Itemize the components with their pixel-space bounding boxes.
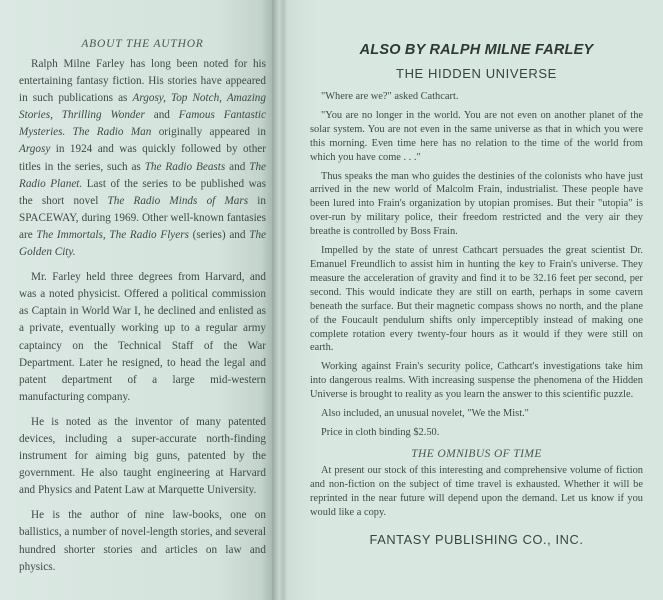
text-run: in 1924 and was quickly followed by other titles in the series, such as	[19, 143, 266, 173]
italic-title: The Immortals, The Radio Flyers	[36, 228, 189, 241]
author-paragraph	[19, 414, 266, 499]
author-paragraph	[19, 507, 266, 575]
also-by-heading: ALSO BY RALPH MILNE FARLEY	[359, 42, 594, 58]
italic-title: The Golden City.	[19, 228, 266, 259]
right-page	[288, 0, 663, 600]
text-run: Last of the series to be published was the short novel	[19, 177, 266, 207]
text-run: He is noted as the inventor of many patented devices, including a super-accurate north-finding instrument for aiming big guns, patented by the government. He also taught engineering at Harvard and Physics and Patent Law at Marquette University.	[19, 415, 266, 497]
paragraph: Thus speaks the man who guides the destinies of the colonists who have just arrived in the new world of Malcolm Frain, industrialist. These people have been lured into Frain's organization by utopian promises. But their "utopia" is over-run by military police, their freedom restricted and the very air they breathe is controlled by Boss Frain.	[310, 170, 643, 238]
text-run: (series) and	[188, 228, 250, 241]
italic-title: Famous Fantastic Mysteries. The Radio Man	[19, 109, 266, 139]
italic-title: The Radio Beasts	[144, 160, 226, 173]
author-paragraph	[19, 56, 266, 261]
text-run: and	[144, 109, 179, 122]
left-page	[0, 0, 272, 600]
text-run: Ralph Milne Farley has long been noted for his entertaining fantasy fiction. His stories have appeared in such publications as	[19, 58, 266, 105]
text-run: He is the author of nine law-books, one on ballistics, a number of novel-length stories, and several hundred shorter stories and articles on law and physics.	[19, 509, 266, 573]
book-title: THE HIDDEN UNIVERSE	[396, 66, 557, 81]
italic-title: The Radio Minds of Mars	[107, 194, 249, 207]
omnibus-paragraph: At present our stock of this interesting and comprehensive volume of fiction and non-fiction on the subject of time travel is exhausted. Whether it will be reprinted in the near future will depend upon the demand. Let us know if you would like a copy.	[310, 464, 643, 518]
paragraph: "Where are we?" asked Cathcart.	[321, 91, 459, 102]
text-run: in SPACEWAY, during 1969. Other well-known fantasies are	[19, 194, 266, 241]
text-run: originally appeared in	[151, 126, 266, 139]
price-line: Price in cloth binding $2.50.	[321, 426, 440, 438]
about-author-body	[19, 56, 266, 576]
book-gutter	[272, 0, 288, 600]
paragraph: "You are no longer in the world. You are not even on another planet of the solar system. You are not even in the same universe as that in which you were this morning. Even time here has no relation to the time of the world from which you have come . . ."	[310, 109, 643, 163]
italic-title: Argosy, Top Notch, Amazing Stories, Thrilling Wonder	[19, 92, 266, 122]
text-run: Mr. Farley held three degrees from Harvard, and was a noted physicist. Offered a political commission as Captain in World War I, he declined and enlisted as a private, eventually working up to a regular army captaincy on the Technical Staff of the War Department. Later he resigned, to head the legal and patent department of a large mid-western manufacturing company.	[19, 271, 266, 403]
author-paragraph	[19, 269, 266, 406]
paragraph: Also included, an unusual novelet, "We the Mist."	[321, 408, 529, 420]
publisher-name: FANTASY PUBLISHING CO., INC.	[369, 532, 584, 548]
italic-title: Argosy	[19, 143, 51, 156]
about-author-title: ABOUT THE AUTHOR	[81, 38, 204, 50]
italic-title: The Radio Planet.	[19, 160, 267, 190]
text-run: and	[225, 160, 250, 173]
paragraph: Impelled by the state of unrest Cathcart persuades the great scientist Dr. Emanuel Freundlich to assist him in hunting the key to Frain's universe. They measure the acceleration of gravity and find it to be 32.16 feet per second, per second. This would indicate they are still on earth, perhaps in some cavern beneath the surface. But their magnetic compass shows no north, and the plane of the Foucault pendulum shifts only imperceptibly instead of making one complete rotation every twenty-four hours as it would if they were still on earth.	[310, 245, 643, 354]
paragraph: Working against Frain's security police, Cathcart's investigations take him into dangerous realms. With increasing suspense the phenomena of the Hidden Universe is brought to reality as you learn the answer to this scientific puzzle.	[310, 361, 643, 401]
omnibus-section-title: THE OMNIBUS OF TIME	[411, 447, 542, 460]
